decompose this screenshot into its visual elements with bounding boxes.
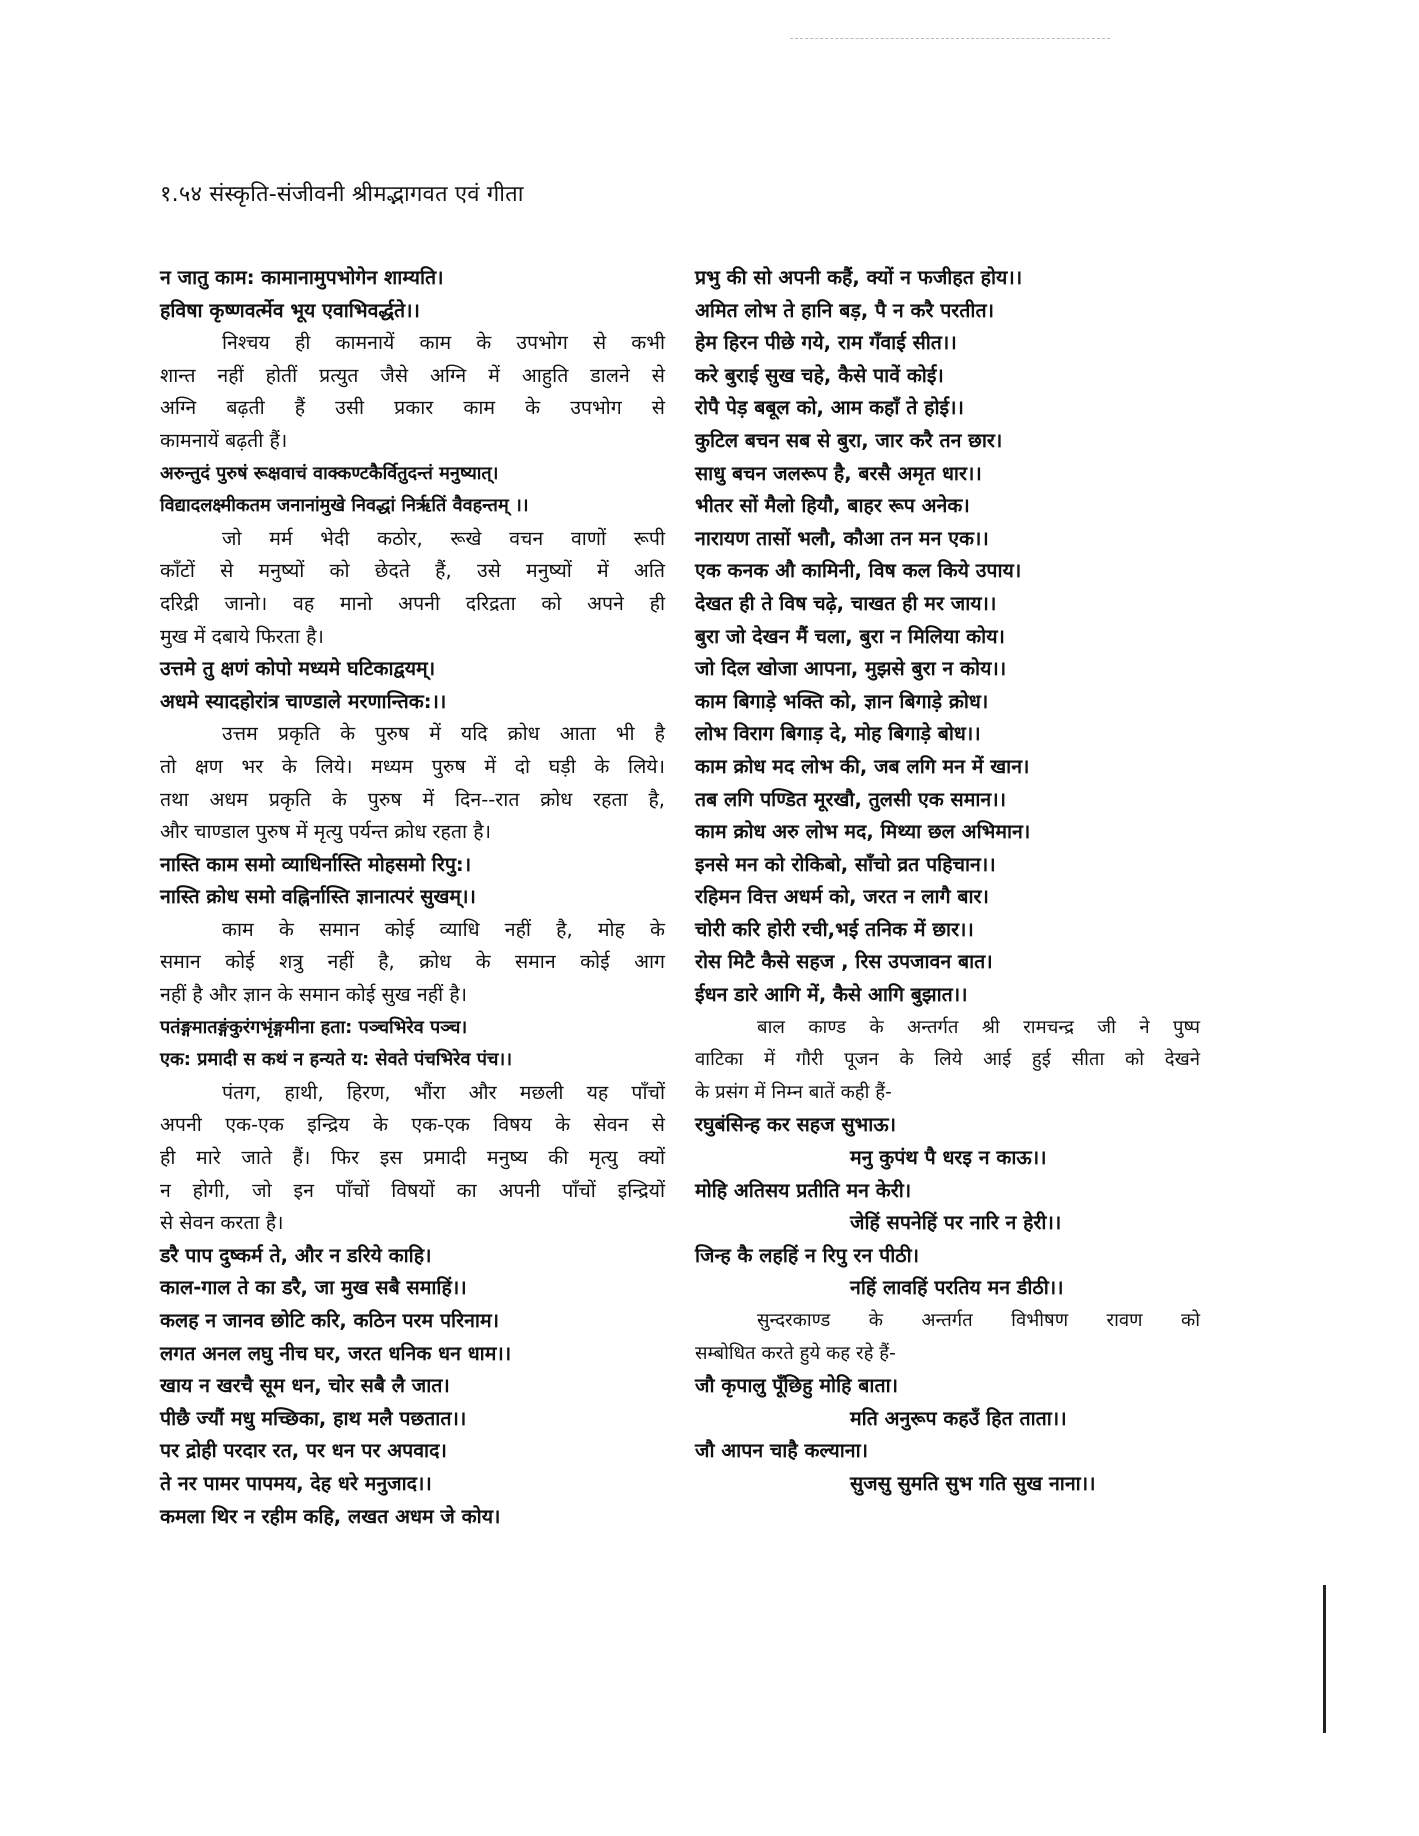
verse-line: जौ आपन चाहै कल्याना। [695,1439,869,1463]
verse-line: नास्ति काम समो व्याधिर्नास्ति मोहसमो रिपु:। [160,852,472,876]
prose-line: से सेवन करता है। [160,1211,284,1235]
prose-line: अपनी एक-एक इन्द्रिय के एक-एक विषय के सेवन से [160,1113,665,1137]
verse-line: देखत ही ते विष चढ़े, चाखत ही मर जाय।। [695,591,997,615]
verse-line: बुरा जो देखन मैं चला, बुरा न मिलिया कोय। [695,624,1005,648]
verse-line: करे बुराई सुख चहे, कैसे पावें कोई। [695,363,944,387]
prose-line: उत्तम प्रकृति के पुरुष में यदि क्रोध आता भी है [222,722,665,746]
verse-line: मनु कुपंथ पै धरइ न काऊ।। [850,1146,1047,1170]
scan-margin-line [1323,1585,1326,1733]
verse-line: डरै पाप दुष्कर्म ते, और न डरिये काहि। [160,1243,432,1267]
verse-line: खाय न खरचै सूम धन, चोर सबै लै जात। [160,1374,450,1398]
verse-line: अधमे स्यादहोरांत्र चाण्डाले मरणान्तिक:।। [160,689,447,713]
verse-line: एक कनक औ कामिनी, विष कल किये उपाय। [695,559,1022,583]
verse-line: अरुन्तुदं पुरुषं रूक्षवाचं वाक्कण्टकैर्वितुदन्तं मनुष्यात्। [160,462,499,484]
prose-line: सुन्दरकाण्ड के अन्तर्गत विभीषण रावण को [757,1310,1200,1331]
verse-line: पतंङ्गमातङ्गंकुरंगभृंङ्गमीना हता: पञ्चभिरेव पञ्च। [160,1016,468,1038]
verse-line: हेम हिरन पीछे गये, राम गँवाई सीत।। [695,331,957,355]
prose-line: अग्नि बढ़ती हैं उसी प्रकार काम के उपभोग से [160,396,665,420]
prose-line: के प्रसंग में निम्न बातें कही हैं- [695,1081,892,1103]
verse-line: कुटिल बचन सब से बुरा, जार करै तन छार। [695,428,1003,452]
verse-line: अमित लोभ ते हानि बड़, पै न करै परतीत। [695,298,994,322]
prose-line: नहीं है और ज्ञान के समान कोई सुख नहीं है। [160,983,468,1007]
verse-line: मति अनुरूप कहउँ हित ताता।। [850,1406,1067,1430]
running-title: संस्कृति-संजीवनी श्रीमद्भागवत एवं गीता [209,182,524,207]
prose-line: कामनायें बढ़ती हैं। [160,428,288,452]
page-number: १.५४ [160,182,203,207]
prose-line: ही मारे जाते हैं। फिर इस प्रमादी मनुष्य की मृत्यु क्यों [160,1146,665,1170]
prose-line: सम्बोधित करते हुये कह रहे हैं- [695,1342,896,1364]
verse-line: इनसे मन को रोकिबो, साँचो व्रत पहिचान।। [695,852,996,876]
prose-line: शान्त नहीं होतीं प्रत्युत जैसे अग्नि में आहुति डालने से [160,363,665,387]
verse-line: उत्तमे तु क्षणं कोपो मध्यमे घटिकाद्वयम्। [160,657,436,681]
verse-line: जो दिल खोजा आपना, मुझसे बुरा न कोय।। [695,657,1007,681]
verse-line: लोभ विराग बिगाड़ दे, मोह बिगाड़े बोध।। [695,722,981,746]
prose-line: पंतग, हाथी, हिरण, भौंरा और मछली यह पाँचों [222,1080,665,1104]
verse-line: जौ कृपालु पूँछिहु मोहि बाता। [695,1374,899,1398]
verse-line: कलह न जानव छोटि करि, कठिन परम परिनाम। [160,1309,500,1332]
verse-line: चोरी करि होरी रची,भई तनिक में छार।। [695,917,974,941]
scan-artifact-marks [790,38,1110,43]
verse-line: जिन्ह कै लहहिं न रिपु रन पीठी। [695,1243,920,1267]
verse-line: विद्यादलक्ष्मीकतम जनानांमुखे निवद्धां निर्ऋतिं वैवहन्तम् ।। [160,495,529,517]
verse-line: रोपै पेड़ बबूल को, आम कहाँ ते होई।। [695,396,964,420]
verse-line: कमला थिर न रहीम कहि, लखत अधम जे कोय। [160,1504,501,1528]
verse-line: रहिमन वित्त अधर्म को, जरत न लागै बार। [695,885,989,909]
verse-line: भीतर सों मैलो हियौ, बाहर रूप अनेक। [695,494,970,518]
prose-line: न होगी, जो इन पाँचों विषयों का अपनी पाँचों इन्द्रियों [160,1178,665,1202]
prose-line: तो क्षण भर के लिये। मध्यम पुरुष में दो घड़ी के लिये। [160,754,665,778]
prose-line: समान कोई शत्रु नहीं है, क्रोध के समान कोई आग [160,950,665,974]
prose-line: मुख में दबाये फिरता है। [160,624,324,648]
prose-line: बाल काण्ड के अन्तर्गत श्री रामचन्द्र जी ने पुष्प [757,1016,1200,1038]
verse-line: नारायण तासों भलौ, कौआ तन मन एक।। [695,526,989,550]
prose-line: निश्चय ही कामनायें काम के उपभोग से कभी [222,331,665,355]
prose-line: दरिद्री जानो। वह मानो अपनी दरिद्रता को अपने ही [160,591,665,615]
verse-line: पर द्रोही परदार रत, पर धन पर अपवाद। [160,1439,447,1463]
verse-line: काम बिगाड़े भक्ति को, ज्ञान बिगाड़े क्रोध। [695,689,989,713]
verse-line: हविषा कृष्णवर्त्मेव भूय एवाभिवर्द्धते।। [160,298,420,322]
verse-line: नास्ति क्रोध समो वह्निर्नास्ति ज्ञानात्परं सुखम्।। [160,885,476,909]
verse-line: पीछै ज्यौं मधु मच्छिका, हाथ मलै पछतात।। [160,1406,467,1430]
prose-line: तथा अधम प्रकृति के पुरुष में दिन--रात क्रोध रहता है, [160,787,665,811]
verse-line: नहिं लावहिं परतिय मन डीठी।। [850,1276,1064,1300]
verse-line: काल-गाल ते का डरै, जा मुख सबै समाहिं।। [160,1276,467,1300]
prose-line: वाटिका में गौरी पूजन के लिये आई हुई सीता को देखने [695,1049,1200,1071]
verse-line: मोहि अतिसय प्रतीति मन केरी। [695,1178,912,1202]
verse-line: रोस मिटै कैसे सहज , रिस उपजावन बात। [695,950,993,974]
verse-line: रघुबंसिन्ह कर सहज सुभाऊ। [695,1113,897,1137]
prose-line: काँटों से मनुष्यों को छेदते हैं, उसे मनुष्यों में अति [160,559,665,583]
prose-line: और चाण्डाल पुरुष में मृत्यु पर्यन्त क्रोध रहता है। [160,820,491,844]
verse-line: प्रभु की सो अपनी कहैं, क्यों न फजीहत होय।। [695,266,1023,289]
verse-line: लगत अनल लघु नीच घर, जरत धनिक धन धाम।। [160,1341,512,1365]
verse-line: जेहिं सपनेहिं पर नारि न हेरी।। [850,1211,1062,1235]
verse-line: काम क्रोध अरु लोभ मद, मिथ्या छल अभिमान। [695,820,1031,844]
prose-line: जो मर्म भेदी कठोर, रूखे वचन वाणों रूपी [222,526,665,550]
verse-line: तब लगि पण्डित मूरखौ, तुलसी एक समान।। [695,787,1007,811]
verse-line: ईधन डारे आगि में, कैसे आगि बुझात।। [695,983,968,1007]
verse-line: साधु बचन जलरूप है, बरसै अमृत धार।। [695,461,982,485]
verse-line: सुजसु सुमति सुभ गति सुख नाना।। [850,1471,1096,1495]
left-column [160,262,665,1533]
page-header [160,178,524,208]
verse-line: ते नर पामर पापमय, देह धरे मनुजाद।। [160,1471,432,1495]
verse-line: एक: प्रमादी स कथं न हन्यते य: सेवते पंचभिरेव पंच।। [160,1049,513,1071]
verse-line: न जातु काम: कामानामुपभोगेन शाम्यति। [160,266,444,289]
verse-line: काम क्रोध मद लोभ की, जब लगि मन में खान। [695,754,1030,778]
prose-line: काम के समान कोई व्याधि नहीं है, मोह के [222,917,665,941]
right-column [695,262,1200,1501]
